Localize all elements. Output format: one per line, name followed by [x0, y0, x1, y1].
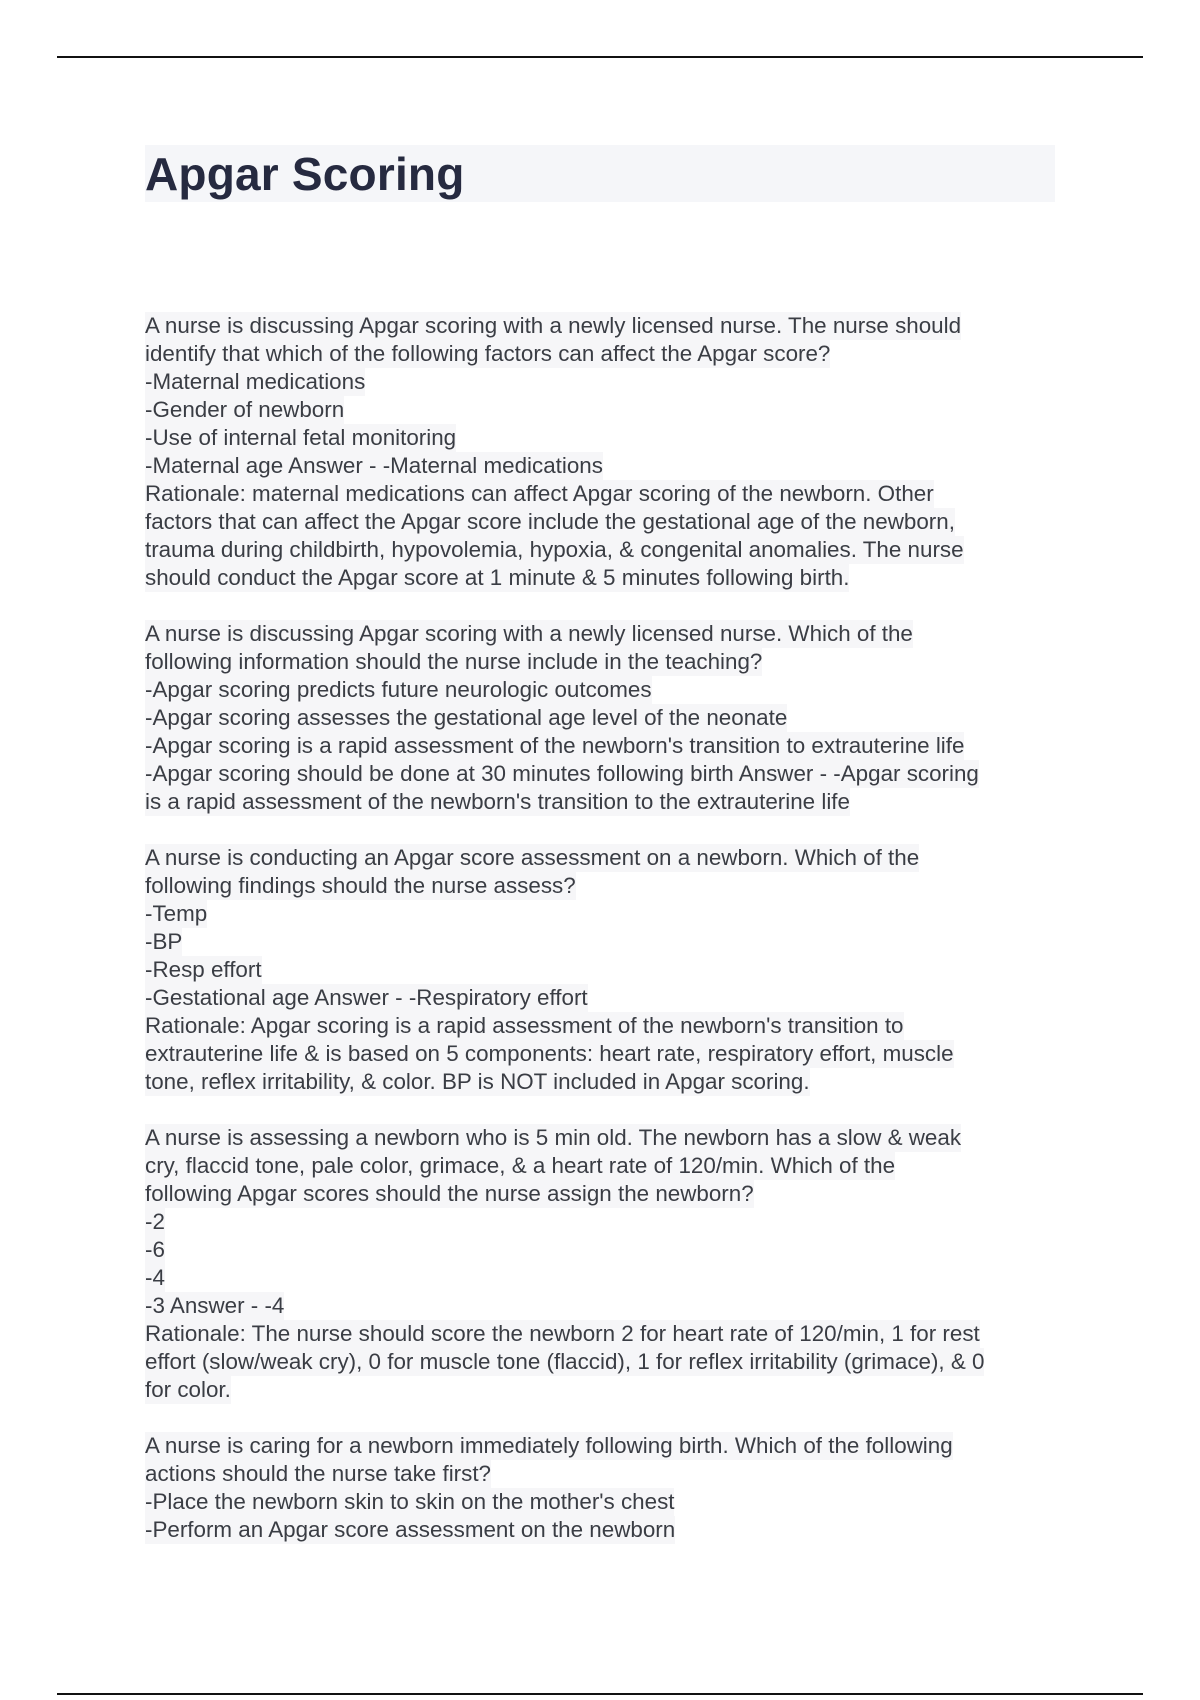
text-line: following Apgar scores should the nurse assign the newborn? [145, 1181, 754, 1206]
text-line: Rationale: Apgar scoring is a rapid assessment of the newborn's transition to [145, 1013, 904, 1038]
text-line: -Gestational age Answer - -Respiratory effort [145, 985, 588, 1010]
text-line: -Perform an Apgar score assessment on the newborn [145, 1517, 676, 1542]
text-line: A nurse is caring for a newborn immediately following birth. Which of the following [145, 1433, 953, 1458]
text-line: A nurse is assessing a newborn who is 5 min old. The newborn has a slow & weak [145, 1125, 962, 1150]
text-line: -2 [145, 1209, 165, 1234]
text-line: following findings should the nurse assess? [145, 873, 576, 898]
question-block [145, 620, 1075, 816]
text-line: -Resp effort [145, 957, 262, 982]
text-line: -3 Answer - -4 [145, 1293, 285, 1318]
text-line: Rationale: maternal medications can affect Apgar scoring of the newborn. Other [145, 481, 934, 506]
text-line: -Maternal age Answer - -Maternal medications [145, 453, 603, 478]
question-block [145, 1432, 1075, 1544]
text-line: -Apgar scoring should be done at 30 minutes following birth Answer - -Apgar scoring [145, 761, 979, 786]
text-line: -Use of internal fetal monitoring [145, 425, 457, 450]
text-line: factors that can affect the Apgar score include the gestational age of the newborn, [145, 509, 955, 534]
top-rule [57, 56, 1143, 58]
text-line: tone, reflex irritability, & color. BP is NOT included in Apgar scoring. [145, 1069, 810, 1094]
text-line: identify that which of the following factors can affect the Apgar score? [145, 341, 831, 366]
question-block [145, 312, 1075, 592]
text-line: trauma during childbirth, hypovolemia, hypoxia, & congenital anomalies. The nurse [145, 537, 964, 562]
text-line: effort (slow/weak cry), 0 for muscle tone (flaccid), 1 for reflex irritability (grimace), & 0 [145, 1349, 985, 1374]
text-line: A nurse is conducting an Apgar score assessment on a newborn. Which of the [145, 845, 920, 870]
page-title: Apgar Scoring [145, 148, 465, 200]
document-body [145, 312, 1075, 1572]
question-block [145, 844, 1075, 1096]
text-line: -4 [145, 1265, 165, 1290]
text-line: for color. [145, 1377, 231, 1402]
text-line: -Place the newborn skin to skin on the mother's chest [145, 1489, 675, 1514]
text-line: Rationale: The nurse should score the newborn 2 for heart rate of 120/min, 1 for rest [145, 1321, 980, 1346]
question-block [145, 1124, 1075, 1404]
text-line: -Gender of newborn [145, 397, 345, 422]
text-line: -Maternal medications [145, 369, 366, 394]
text-line: should conduct the Apgar score at 1 minute & 5 minutes following birth. [145, 565, 850, 590]
text-line: actions should the nurse take first? [145, 1461, 492, 1486]
text-line: extrauterine life & is based on 5 components: heart rate, respiratory effort, muscle [145, 1041, 954, 1066]
text-line: following information should the nurse include in the teaching? [145, 649, 763, 674]
text-line: cry, flaccid tone, pale color, grimace, & a heart rate of 120/min. Which of the [145, 1153, 896, 1178]
text-line: A nurse is discussing Apgar scoring with a newly licensed nurse. Which of the [145, 621, 913, 646]
text-line: is a rapid assessment of the newborn's transition to the extrauterine life [145, 789, 850, 814]
text-line: -Apgar scoring is a rapid assessment of the newborn's transition to extrauterine life [145, 733, 965, 758]
text-line: -Temp [145, 901, 208, 926]
bottom-rule [57, 1693, 1143, 1695]
text-line: A nurse is discussing Apgar scoring with a newly licensed nurse. The nurse should [145, 313, 962, 338]
text-line: -6 [145, 1237, 165, 1262]
text-line: -BP [145, 929, 183, 954]
text-line: -Apgar scoring assesses the gestational age level of the neonate [145, 705, 788, 730]
text-line: -Apgar scoring predicts future neurologic outcomes [145, 677, 652, 702]
